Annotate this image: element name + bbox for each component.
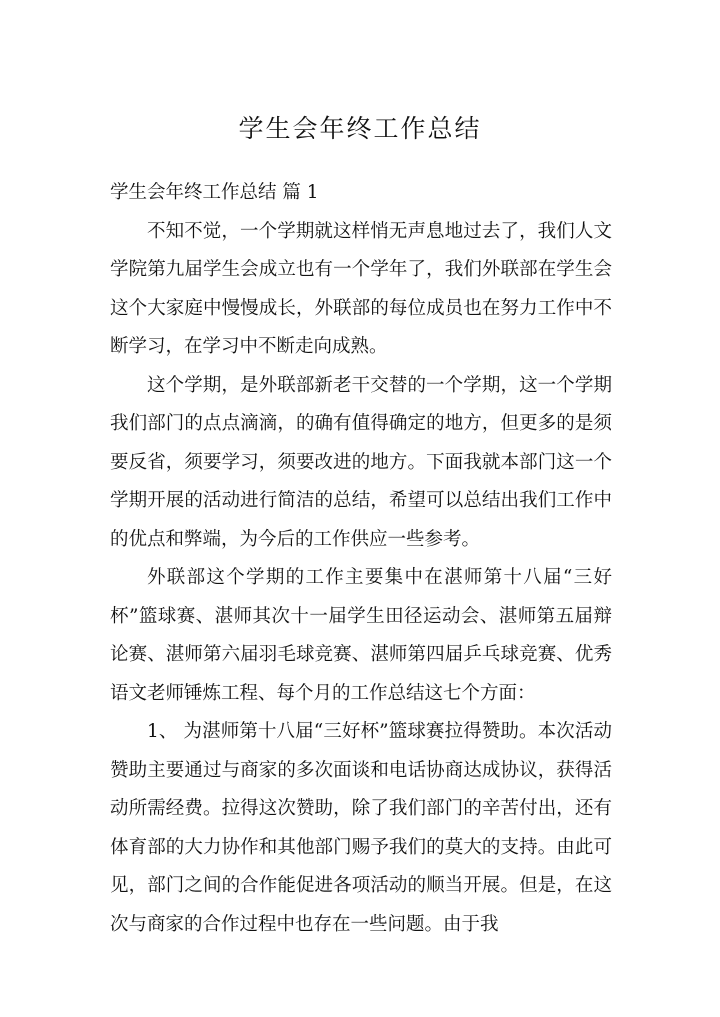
document-title: 学生会年终工作总结 <box>238 114 482 143</box>
document-body <box>110 174 612 944</box>
paragraph-3: 外联部这个学期的工作主要集中在湛师第十八届“三好杯”篮球赛、湛师其次十一届学生田径运动会、湛师第五届辩论赛、湛师第六届羽毛球竞赛、湛师第四届乒乓球竞赛、优秀语文老师锤炼工程、每个月的工作总结这七个方面： <box>110 567 612 704</box>
section-heading: 学生会年终工作总结 篇 1 <box>110 182 319 203</box>
paragraph-4: 1、 为湛师第十八届“三好杯”篮球赛拉得赞助。本次活动赞助主要通过与商家的多次面谈和电话协商达成协议，获得活动所需经费。拉得这次赞助，除了我们部门的辛苦付出，还有体育部的大力协作和其他部门赐予我们的莫大的支持。由此可见，部门之间的合作能促进各项活动的顺当开展。但是，在这次与商家的合作过程中也存在一些问题。由于我 <box>110 721 612 935</box>
paragraph-2: 这个学期，是外联部新老干交替的一个学期，这一个学期我们部门的点点滴滴，的确有值得确定的地方，但更多的是须要反省，须要学习，须要改进的地方。下面我就本部门这一个学期开展的活动进行简洁的总结，希望可以总结出我们工作中的优点和弊端，为今后的工作供应一些参考。 <box>110 374 612 550</box>
paragraph-1: 不知不觉，一个学期就这样悄无声息地过去了，我们人文学院第九届学生会成立也有一个学年了，我们外联部在学生会这个大家庭中慢慢成长，外联部的每位成员也在努力工作中不断学习，在学习中不断走向成熟。 <box>110 220 612 357</box>
